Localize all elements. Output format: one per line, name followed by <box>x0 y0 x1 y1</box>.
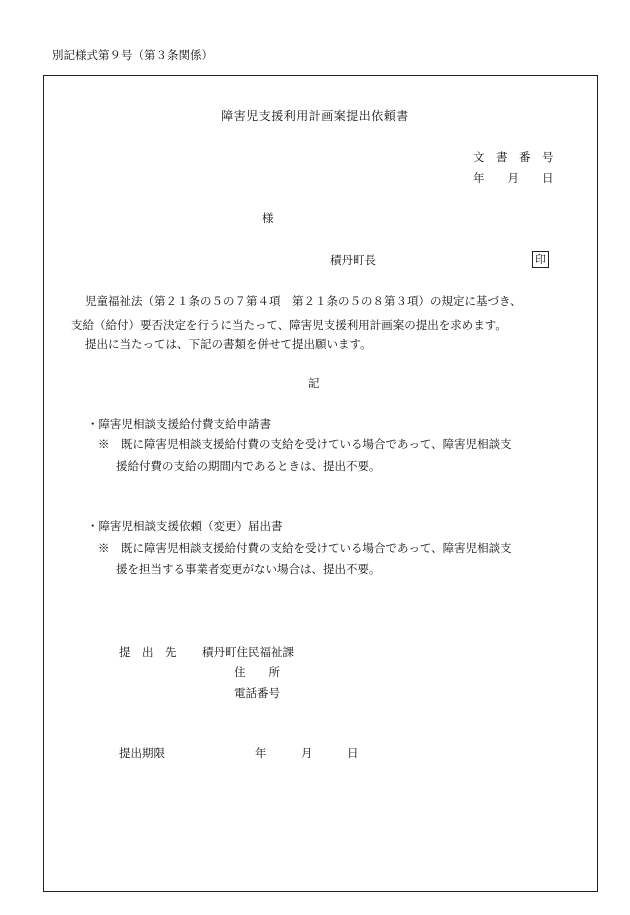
addressee-suffix: 様 <box>262 211 274 225</box>
required-item-2-note-line-2: 援を担当する事業者変更がない場合は、提出不要。 <box>116 562 381 576</box>
submission-destination-label: 提 出 先 <box>119 645 177 659</box>
document-number-label: 文 書 番 号 <box>473 150 554 164</box>
body-paragraph-line-2: 支給（給付）要否決定を行うに当たって、障害児支援利用計画案の提出を求めます。 <box>71 318 507 332</box>
required-item-1-note-line-2: 援給付費の支給の期間内であるときは、提出不要。 <box>116 459 381 473</box>
seal-mark: 印 <box>532 251 549 268</box>
required-item-1-title: ・障害児相談支援給付費支給申請書 <box>87 417 271 431</box>
ki-heading: 記 <box>308 376 320 390</box>
body-paragraph-line-1: 児童福祉法（第２１条の５の７第４項 第２１条の５の８第３項）の規定に基づき、 <box>85 294 522 308</box>
sender-name: 積丹町長 <box>330 253 376 267</box>
required-item-2-title: ・障害児相談支援依頼（変更）届出書 <box>87 519 283 533</box>
submission-destination-name: 積丹町住民福祉課 <box>202 645 294 659</box>
submission-deadline-date: 年 月 日 <box>255 746 359 760</box>
required-item-1-note-line-1: ※ 既に障害児相談支援給付費の支給を受けている場合であって、障害児相談支 <box>98 437 512 451</box>
form-number-label: 別記様式第９号（第３条関係） <box>52 48 213 62</box>
body-paragraph-line-3: 提出に当たっては、下記の書類を併せて提出願います。 <box>85 337 372 351</box>
phone-number-label: 電話番号 <box>234 686 280 700</box>
required-item-2-note-line-1: ※ 既に障害児相談支援給付費の支給を受けている場合であって、障害児相談支 <box>98 541 512 555</box>
document-title: 障害児支援利用計画案提出依頼書 <box>221 109 409 123</box>
submission-deadline-label: 提出期限 <box>119 746 165 760</box>
issue-date-label: 年 月 日 <box>473 171 554 185</box>
address-label: 住 所 <box>234 665 280 679</box>
document-frame <box>43 75 598 892</box>
